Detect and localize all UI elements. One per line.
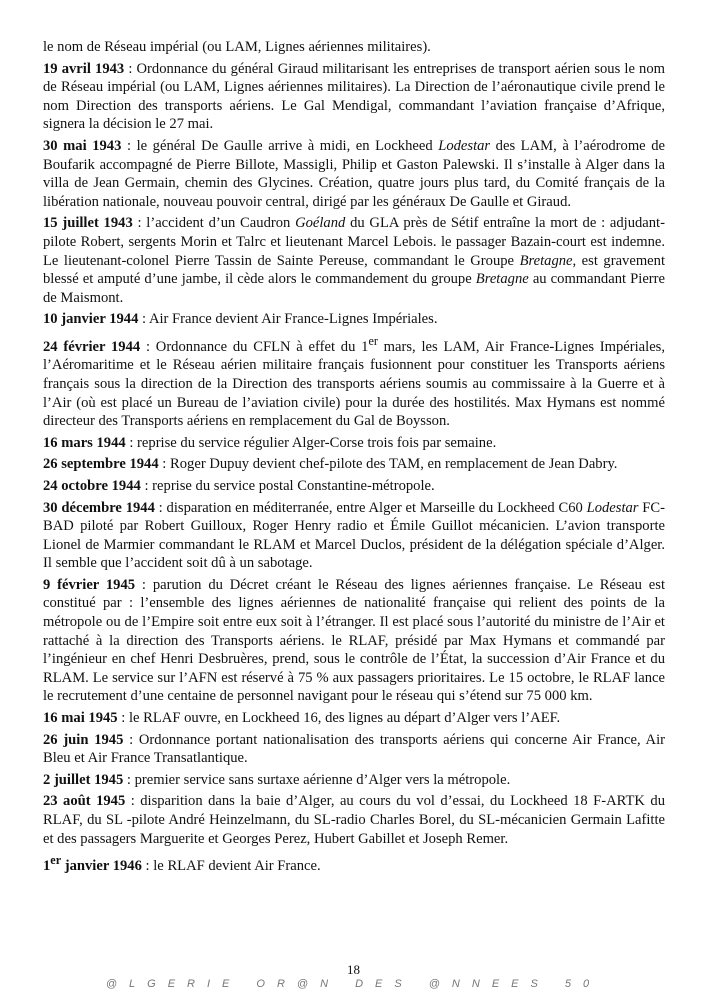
entry-date: 2 juillet 1945 <box>43 771 124 788</box>
entry-date: 15 juillet 1943 <box>43 215 133 232</box>
entry-16-mai-1945 <box>43 709 665 728</box>
entry-2-juillet-1945 <box>43 771 665 790</box>
entry-30-decembre-1944 <box>43 499 665 573</box>
entry-23-aout-1945 <box>43 792 665 848</box>
entry-text: : reprise du service régulier Alger-Corse trois fois par semaine. <box>125 434 497 451</box>
entry-continuation <box>43 38 665 57</box>
entry-30-mai-1943 <box>43 137 665 211</box>
entry-text: : disparation en méditerranée, entre Alger et Marseille du Lockheed C60 <box>154 499 587 516</box>
entry-text: : l’accident d’un Caudron <box>132 215 296 232</box>
entry-date: 10 janvier 1944 <box>43 311 139 328</box>
entry-date: 26 septembre 1944 <box>43 456 159 473</box>
ordinal-suffix: er <box>368 333 378 348</box>
entry-date: 30 décembre 1944 <box>43 499 155 516</box>
entry-text: : Air France devient Air France-Lignes Impériales. <box>138 311 438 328</box>
entry-text: FC-BAD piloté par Robert Guilloux, Roger Henry radio et Émile Guillot mécanicien. L’avion transporte Lionel de Marmier commandant le RLAM et Marcel Duclos, président de la délégation spéciale d’Alger. Il semble que l’accident soit dû à un sabotage. <box>43 499 666 572</box>
entry-date: 24 octobre 1944 <box>43 477 141 494</box>
entry-24-fevrier-1944 <box>43 332 665 431</box>
aircraft-name: Lodestar <box>586 499 639 516</box>
entry-text: : Ordonnance du CFLN à effet du 1 <box>140 338 369 355</box>
entry-text: : premier service sans surtaxe aérienne d’Alger vers la métropole. <box>123 771 511 788</box>
entry-26-septembre-1944 <box>43 455 665 474</box>
entry-date: 16 mai 1945 <box>43 710 118 727</box>
entry-24-octobre-1944 <box>43 477 665 496</box>
entry-19-avril-1943 <box>43 60 665 134</box>
entry-date: 26 juin 1945 <box>43 731 124 748</box>
entry-15-juillet-1943 <box>43 214 665 307</box>
aircraft-name: Goéland <box>295 215 346 232</box>
entry-text: des LAM, à l’aérodrome de Boufarik accompagné de Pierre Billote, Massigli, Philip et Gaston Palewski. Il s’installe à Alger dans la villa de Jean Germain, chemin des Glycines. Création, quatre jours plus tard, du Comité français de la libération nationale, nouveau pouvoir central, dirigé par les généraux De Gaulle et Giraud. <box>43 137 665 210</box>
entry-26-juin-1945 <box>43 731 665 768</box>
entry-text: : Ordonnance du général Giraud militarisant les entreprises de transport aérien sous le nom de Réseau impérial (ou LAM, Lignes aériennes militaires). La Direction de l’aéronautique civile prend le nom Direction des transports aériens. Le Gal Mendigal, commandant l’aviation française d’Afrique, signera la décision le 27 mai. <box>43 60 665 133</box>
entry-text: : parution du Décret créant le Réseau des lignes aériennes française. Le Réseau est constitué par : l’ensemble des lignes aériennes de nationalité française qui relient des points de la métropole ou de l’Empire soit entre eux soit à l’étranger. Il est placé sous l’autorité du ministre de l’Air et rattaché à la direction des Transports aériens. le RLAF, présidé par Max Hymans et commandé par l’ingénieur en chef Henri Desbruères, prend, sous le contrôle de l’État, la succession d’Air France et du RLAM. Le service sur l’AFN est réservé à 75 % aux passagers prioritaires. Le 15 octobre, le RLAF lance le recrutement d’une centaine de personnel navigant pour le réseau qui s’étend sur 75 000 km. <box>43 576 666 705</box>
document-body <box>43 38 665 879</box>
entry-text: : le RLAF ouvre, en Lockheed 16, des lignes au départ d’Alger vers l’AEF. <box>117 710 561 727</box>
entry-date <box>43 853 142 875</box>
entry-text: : reprise du service postal Constantine-métropole. <box>140 477 435 494</box>
entry-1er-janvier-1946 <box>43 851 665 875</box>
entry-date-rest: janvier 1946 <box>61 858 142 875</box>
entry-date: 23 août 1945 <box>43 793 126 810</box>
entry-date: 16 mars 1944 <box>43 434 126 451</box>
entry-date: 19 avril 1943 <box>43 60 125 77</box>
entry-text: : le RLAF devient Air France. <box>141 858 321 875</box>
entry-text: mars, les LAM, Air France-Lignes Impériales, l’Aéromaritime et le Réseau aérien militaire français fusionnent pour constituer les Transports aériens français sous la direction de la Direction des transports aériens soumis au commissaire à la Guerre et à l’Air (où est placé un Bureau de l’aviation civile) pour la durée des hostilités. Max Hymans est nommé directeur des Transports aériens en remplacement du Gal de Boysson. <box>43 338 665 430</box>
entry-text: : Ordonnance portant nationalisation des transports aériens qui concerne Air France, Air Bleu et Air France Transatlantique. <box>43 731 666 767</box>
page-number: 18 <box>347 962 360 977</box>
entry-10-janvier-1944 <box>43 310 665 329</box>
entry-text: au commandant Pierre de Maismont. <box>43 271 665 306</box>
group-name: Bretagne <box>475 271 529 288</box>
entry-text: : disparition dans la baie d’Alger, au cours du vol d’essai, du Lockheed 18 F-ARTK du RLAF, du SL -pilote André Heinzelmann, du SL-radio Charles Borel, du SL-mécanicien Germain Lafitte et des passagers Marguerite et Georges Perez, Hubert Gabillet et Joseph Remer. <box>43 793 665 847</box>
entry-16-mars-1944 <box>43 434 665 453</box>
entry-text: : Roger Dupuy devient chef-pilote des TAM, en remplacement de Jean Dabry. <box>158 456 618 473</box>
entry-text: : le général De Gaulle arrive à midi, en Lockheed <box>121 137 439 154</box>
footer-banner: @LGERIE OR@N DES @NNEES 50 <box>105 978 602 990</box>
entry-9-fevrier-1945 <box>43 576 665 706</box>
group-name: Bretagne <box>519 252 573 269</box>
entry-date: 24 février 1944 <box>43 338 141 355</box>
aircraft-name: Lodestar <box>438 137 491 154</box>
entry-text: , est gravement blessé et amputé d’une jambe, il cède alors le commandement du groupe <box>43 252 666 288</box>
entry-date-day: 1 <box>43 858 51 875</box>
entry-text: du GLA près de Sétif entraîne la mort de : adjudant-pilote Robert, sergents Morin et Talrc et lieutenant Marcel Lebois. le passager Bazain-court est indemne. Le lieutenant-colonel Pierre Tassin de Sainte Pereuse, commandant le Groupe <box>43 215 665 269</box>
ordinal-suffix: er <box>50 853 62 868</box>
entry-date: 30 mai 1943 <box>43 137 122 154</box>
entry-text: le nom de Réseau impérial (ou LAM, Lignes aériennes militaires). <box>43 39 431 55</box>
entry-date: 9 février 1945 <box>43 576 136 593</box>
